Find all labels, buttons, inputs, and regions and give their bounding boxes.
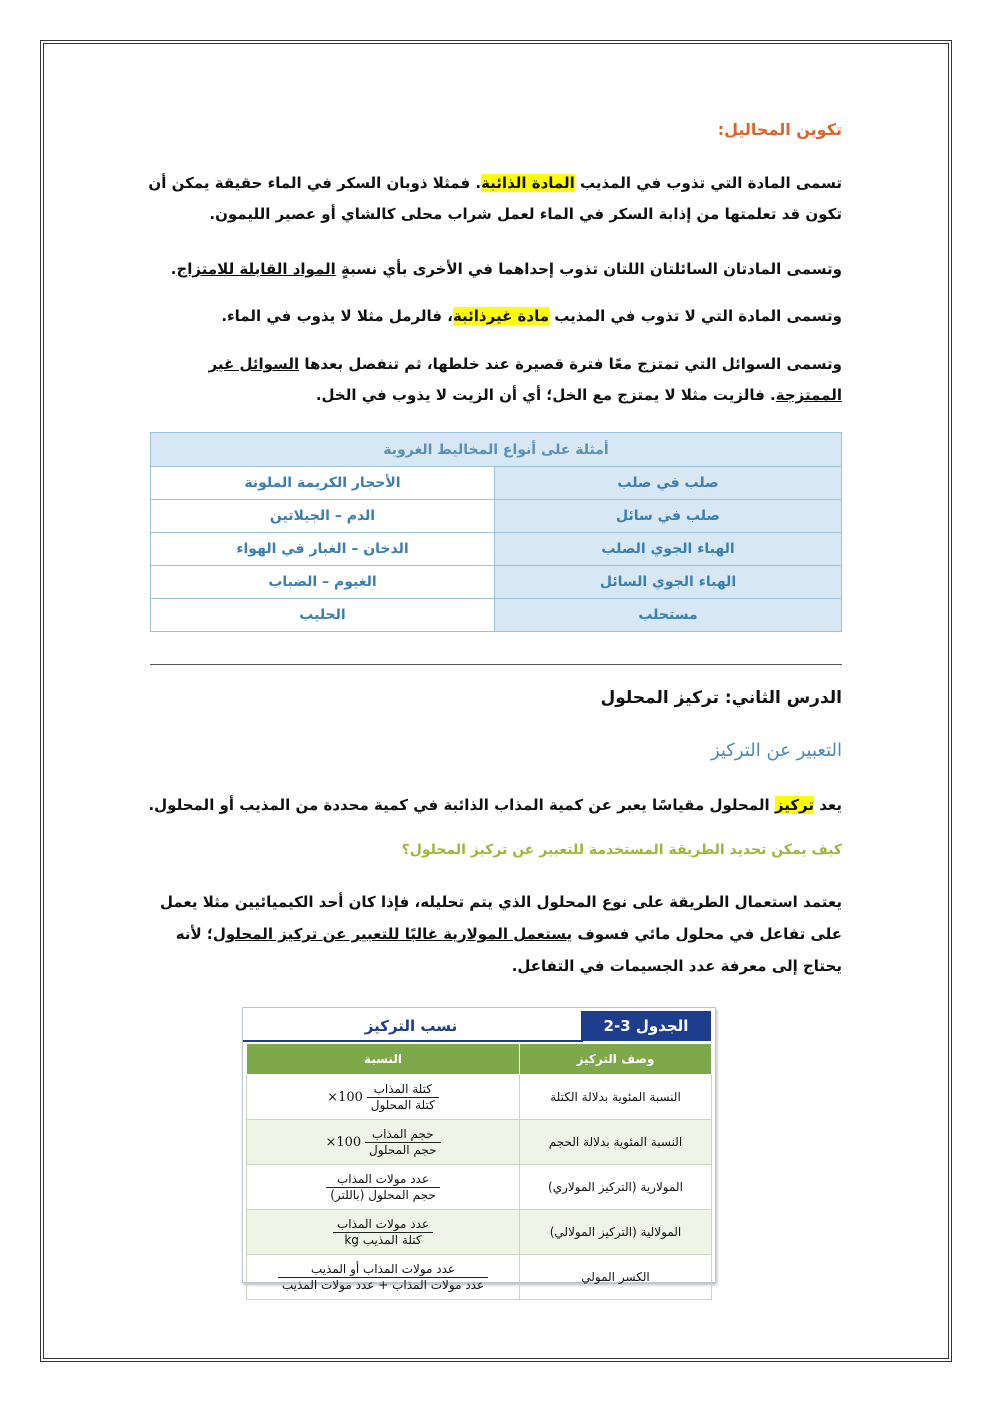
ratio-cell: $\frac{\text{عدد مولات المذاب}}{\text{حجم المحلول (باللتر)}}$: [247, 1165, 520, 1210]
description-cell: المولالية (التركيز المولالي): [520, 1210, 712, 1255]
description-cell: المولارية (التركيز المولاري): [520, 1165, 712, 1210]
header-rule: [243, 1040, 583, 1042]
table-row: [247, 1120, 712, 1165]
description-cell: النسبة المئوية بدلالة الحجم: [520, 1120, 712, 1165]
divider: [150, 664, 842, 665]
table-name: نسب التركيز: [364, 1017, 458, 1035]
ratio-cell: $\frac{\text{عدد مولات المذاب}}{\text{كتلة المذيب kg}}$: [247, 1210, 520, 1255]
table-row: [247, 1255, 712, 1300]
concentration-table: [246, 1043, 712, 1300]
highlight-solute: المادة الذائبة: [481, 174, 575, 192]
paragraph-concentration: يعد تركيز المحلول مقياسًا يعبر عن كمية المذاب الذائبة في كمية محددة من المذيب أو المحلول.: [148, 796, 842, 814]
paragraph-miscible: وتسمى المادتان السائلتان اللتان تذوب إحداهما في الأخرى بأي نسبةٍ المواد القابلة للامتزاج.: [170, 260, 842, 278]
description-cell: النسبة المئوية بدلالة الكتلة: [520, 1075, 712, 1120]
underline-molarity: يستعمل المولارية غالبًا للتعبير عن تركيز المحلول: [212, 925, 573, 943]
colloid-examples-table: [150, 432, 842, 632]
table-row: الهباء الجوي الصلب الدخان – الغبار في الهواء: [151, 533, 842, 566]
ratio-cell: $\frac{\text{كتلة المذاب}}{\text{كتلة المحلول}}$ 100×: [247, 1075, 520, 1120]
subsection-title: التعبير عن التركيز: [710, 740, 842, 761]
ratio-cell: $\frac{\text{عدد مولات المذاب أو المذيب}}{\text{عدد مولات المذاب + عدد مولات المذيب}}$: [247, 1255, 520, 1300]
description-cell: الكسر المولي: [520, 1255, 712, 1300]
table-row: [247, 1165, 712, 1210]
table-row: الهباء الجوي السائل الغيوم – الضباب: [151, 566, 842, 599]
col-ratio: النسبة: [247, 1044, 520, 1075]
col-description: وصف التركيز: [520, 1044, 712, 1075]
paragraph-immiscible: وتسمى السوائل التي تمتزج معًا فترة قصيرة عند خلطها، ثم تنفصل بعدها السوائل غير الممتزجة. فالزيت مثلا لا يمتزج مع الخل؛ أي أن الزيت لا يذوب في الخل.: [208, 355, 842, 404]
paragraph-insoluble: وتسمى المادة التي لا تذوب في المذيب مادة غيرذائبة، فالرمل مثلا لا يذوب في الماء.: [221, 307, 842, 325]
paragraph-method: يعتمد استعمال الطريقة على نوع المحلول الذي يتم تحليله، فإذا كان أحد الكيميائيين مثلا يعمل على تفاعل في محلول مائي فسوف يستعمل المولارية غالبًا للتعبير عن تركيز المحلول؛ لأنه يحتاج إلى معرفة عدد الجسيمات في التفاعل.: [159, 893, 842, 975]
paragraph-solute: تسمى المادة التي تذوب في المذيب المادة الذائبة. فمثلا ذوبان السكر في الماء حقيقة يمكن أن تكون قد تعلمتها من إذابة السكر في الماء لعمل شراب محلى كالشاي أو عصير الليمون.: [148, 174, 842, 223]
lesson-title: الدرس الثاني: تركيز المحلول: [600, 688, 842, 708]
question-heading: كيف يمكن تحديد الطريقة المستخدمة للتعبير عن تركيز المحلول؟: [401, 842, 842, 858]
highlight-concentration: تركيز: [774, 796, 814, 814]
table-row: [247, 1075, 712, 1120]
concentration-ratios-figure: [242, 1007, 716, 1292]
highlight-insoluble: مادة غيرذائبة: [452, 307, 550, 325]
underline-immiscible: السوائل غير الممتزجة: [208, 355, 842, 404]
table-row: صلب في صلب الأحجار الكريمة الملونة: [151, 467, 842, 500]
colloid-table-header: أمثلة على أنواع المخاليط الغروية: [151, 433, 842, 467]
table-row: [247, 1210, 712, 1255]
section-title: تكوين المحاليل:: [717, 120, 842, 139]
table-row: صلب في سائل الدم – الجيلاتين: [151, 500, 842, 533]
table-row: مستحلب الحليب: [151, 599, 842, 632]
ratio-cell: $\frac{\text{حجم المذاب}}{\text{حجم المحلول}}$ 100×: [247, 1120, 520, 1165]
underline-miscible: المواد القابلة للامتزاج: [176, 260, 336, 278]
figure-header: [243, 1008, 715, 1042]
table-caption: الجدول 3-2: [581, 1011, 711, 1041]
